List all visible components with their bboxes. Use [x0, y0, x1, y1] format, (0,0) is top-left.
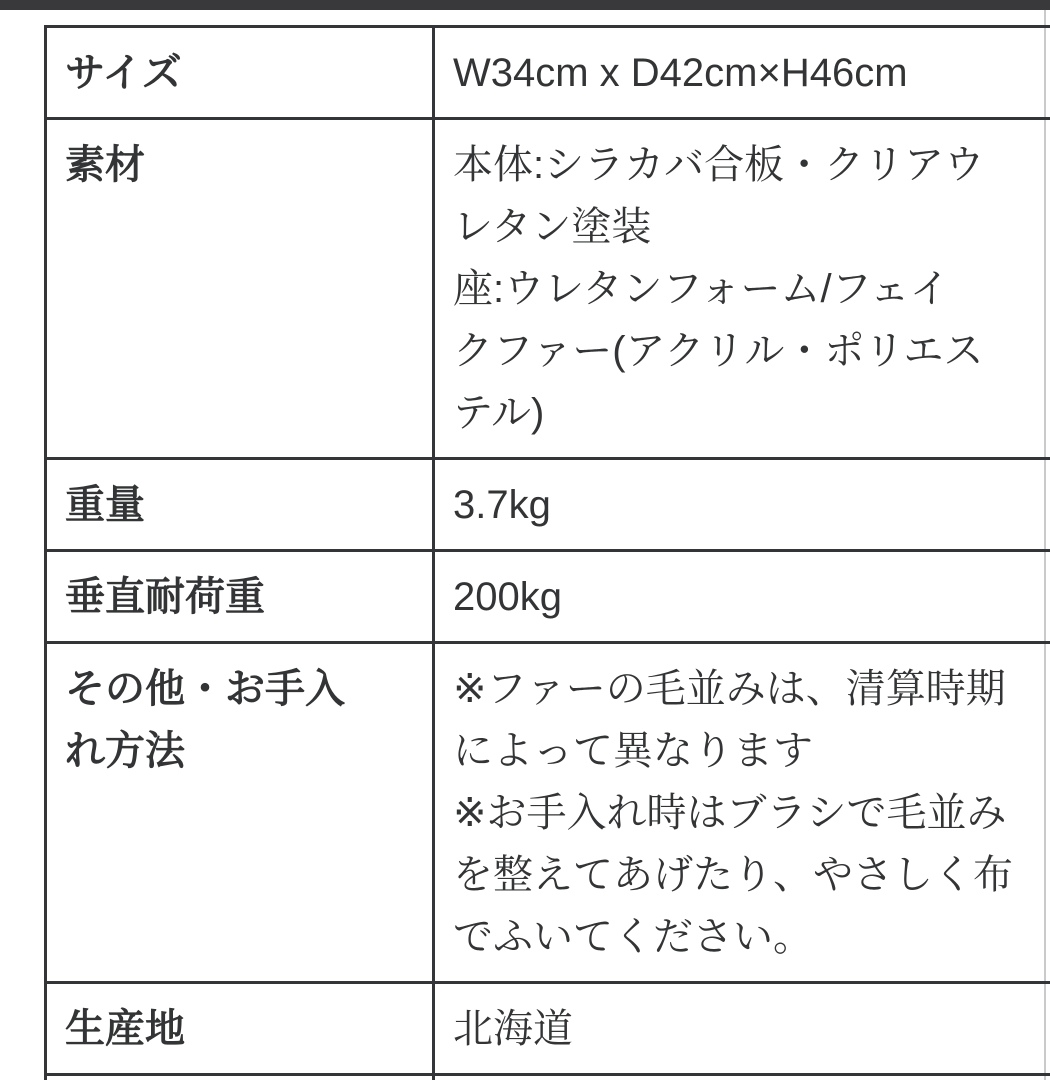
- spec-value-material: [434, 119, 1050, 459]
- spec-value-text: クファー(アクリル・ポリエス: [453, 329, 984, 373]
- spec-label-size: [46, 27, 434, 119]
- product-spec-table: [44, 25, 1050, 1080]
- top-dark-bar: [0, 0, 1050, 10]
- spec-label-text: 重量: [65, 483, 145, 527]
- spec-value-text: 座:ウレタンフォーム/フェイ: [453, 267, 950, 311]
- spec-table-body: [46, 27, 1050, 1080]
- spec-value-origin: [434, 983, 1050, 1075]
- spec-label-text: 生産地: [65, 1007, 185, 1051]
- spec-value-text: レタン塗装: [453, 205, 652, 249]
- spec-value-text: によって異なります: [453, 729, 813, 773]
- spec-label-load-capacity: [46, 551, 434, 643]
- table-row-weight: [46, 459, 1050, 551]
- spec-value-text: ※ファーの毛並みは、清算時期: [453, 667, 1006, 711]
- spec-label-text: 素材: [65, 143, 145, 187]
- spec-value-size: [434, 27, 1050, 119]
- table-row-material: [46, 119, 1050, 459]
- spec-label-text: れ方法: [65, 729, 185, 773]
- spec-value-text: 3.7kg: [453, 483, 551, 527]
- spec-label-origin: [46, 983, 434, 1075]
- spec-value-text: を整えてあげたり、やさしく布: [453, 853, 1013, 897]
- spec-value-weight: [434, 459, 1050, 551]
- spec-label-care-instructions: [46, 643, 434, 983]
- spec-label-text: 垂直耐荷重: [65, 575, 265, 619]
- table-row-load-capacity: [46, 551, 1050, 643]
- spec-label-text: サイズ: [65, 51, 182, 95]
- table-row-origin: [46, 983, 1050, 1075]
- spec-value-cutoff: [434, 1075, 1050, 1080]
- table-row-cutoff: [46, 1075, 1050, 1080]
- spec-label-material: [46, 119, 434, 459]
- spec-label-text: その他・お手入: [65, 667, 345, 711]
- spec-value-text: テル): [453, 391, 545, 435]
- table-row-care-instructions: [46, 643, 1050, 983]
- spec-value-text: 本体:シラカバ合板・クリアウ: [453, 143, 985, 187]
- spec-label-weight: [46, 459, 434, 551]
- spec-value-text: ※お手入れ時はブラシで毛並み: [453, 791, 1007, 835]
- spec-value-care-instructions: [434, 643, 1050, 983]
- table-row-size: [46, 27, 1050, 119]
- spec-value-text: でふいてください。: [453, 915, 813, 959]
- spec-label-cutoff: [46, 1075, 434, 1080]
- spec-value-text: 200kg: [453, 575, 562, 619]
- spec-value-load-capacity: [434, 551, 1050, 643]
- spec-value-text: W34cm x D42cm×H46cm: [453, 51, 908, 95]
- spec-value-text: 北海道: [453, 1007, 573, 1051]
